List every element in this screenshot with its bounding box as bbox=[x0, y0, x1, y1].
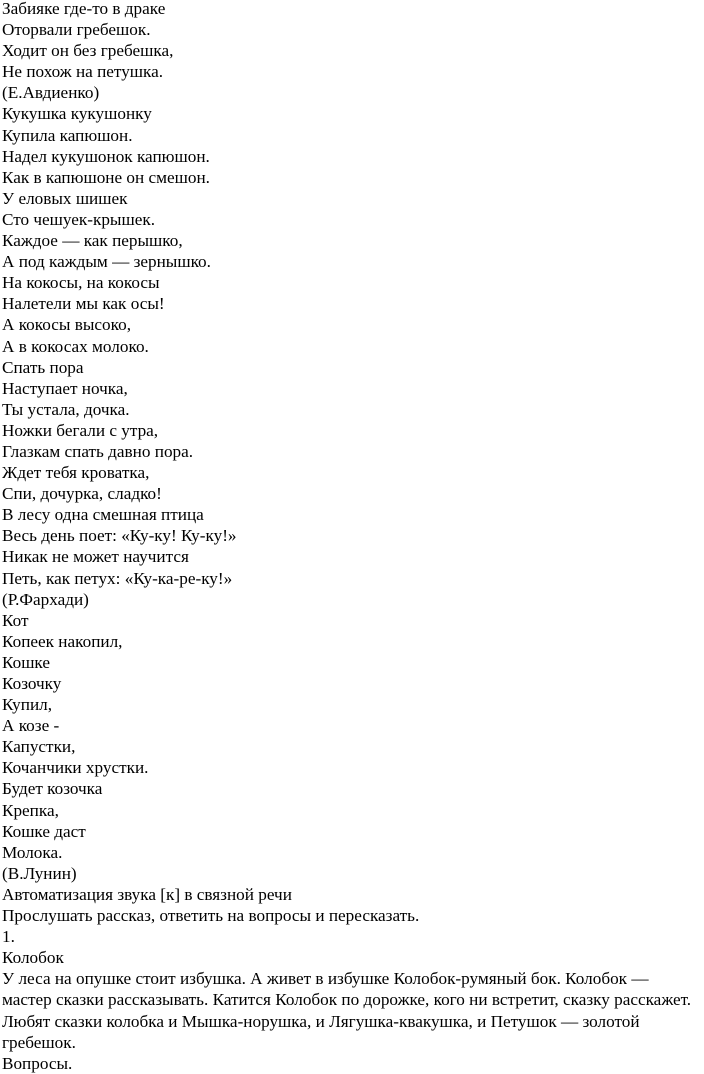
questions-label: Вопросы. bbox=[2, 1053, 73, 1073]
text-line: Купила капюшон. bbox=[2, 125, 133, 145]
story-title: Колобок bbox=[2, 948, 64, 968]
text-line: Как в капюшоне он смешон. bbox=[2, 167, 210, 187]
text-line: А в кокосах молоко. bbox=[2, 336, 149, 356]
author-credit: (Р.Фархади) bbox=[2, 589, 89, 609]
text-line: Будет козочка bbox=[2, 779, 103, 799]
text-line: Ты устала, дочка. bbox=[2, 399, 130, 419]
text-line: Кукушка кукушонку bbox=[2, 104, 152, 124]
text-line: Крепка, bbox=[2, 800, 59, 820]
text-line: Кочанчики хрустки. bbox=[2, 758, 149, 778]
text-line: А козе - bbox=[2, 716, 60, 736]
author-credit: (В.Лунин) bbox=[2, 863, 77, 883]
text-line: Петь, как петух: «Ку-ка-ре-ку!» bbox=[2, 568, 233, 588]
text-line: Капустки, bbox=[2, 737, 76, 757]
text-line: Кот bbox=[2, 610, 29, 630]
text-line: На кокосы, на кокосы bbox=[2, 273, 160, 293]
text-line: Надел кукушонок капюшон. bbox=[2, 146, 210, 166]
document-page bbox=[2, 0, 692, 1074]
task-instruction: Прослушать рассказ, ответить на вопросы и пересказать. bbox=[2, 906, 420, 926]
text-line: Копеек накопил, bbox=[2, 631, 123, 651]
text-line: Кошке bbox=[2, 652, 50, 672]
item-number: 1. bbox=[2, 927, 15, 947]
text-line: Спи, дочурка, сладко! bbox=[2, 484, 162, 504]
text-line: Кошке даст bbox=[2, 821, 86, 841]
text-line: Забияке где-то в драке bbox=[2, 0, 166, 18]
text-line: Сто чешуек-крышек. bbox=[2, 209, 155, 229]
text-line: Спать пора bbox=[2, 357, 84, 377]
text-line: Не похож на петушка. bbox=[2, 62, 164, 82]
story-paragraph: У леса на опушке стоит избушка. А живет в избушке Колобок-румяный бок. Колобок — мастер сказки рассказывать. Катится Колобок по дорожке, кого ни встретит, сказку расскажет. Любят сказки колобка и Мышка-норушка, и Лягушка-квакушка, и Петушок — золотой гребешок. bbox=[2, 969, 692, 1052]
text-line: А кокосы высоко, bbox=[2, 315, 132, 335]
text-line: А под каждым — зернышко. bbox=[2, 252, 211, 272]
text-line: Глазкам спать давно пора. bbox=[2, 441, 194, 461]
text-line: Молока. bbox=[2, 842, 63, 862]
text-line: Оторвали гребешок. bbox=[2, 20, 151, 40]
text-line: Купил, bbox=[2, 695, 53, 715]
text-line: Каждое — как перышко, bbox=[2, 231, 183, 251]
text-line: Налетели мы как осы! bbox=[2, 294, 165, 314]
text-line: Козочку bbox=[2, 674, 62, 693]
section-heading: Автоматизация звука [к] в связной речи bbox=[2, 884, 292, 904]
author-credit: (Е.Авдиенко) bbox=[2, 83, 100, 103]
text-line: Весь день поет: «Ку-ку! Ку-ку!» bbox=[2, 526, 237, 546]
text-line: Наступает ночка, bbox=[2, 378, 128, 398]
text-line: У еловых шишек bbox=[2, 188, 128, 208]
text-line: Ходит он без гребешка, bbox=[2, 41, 174, 61]
text-line: Ждет тебя кроватка, bbox=[2, 463, 150, 483]
text-line: В лесу одна смешная птица bbox=[2, 505, 204, 525]
text-line: Ножки бегали с утра, bbox=[2, 420, 159, 440]
text-line: Никак не может научится bbox=[2, 547, 189, 567]
